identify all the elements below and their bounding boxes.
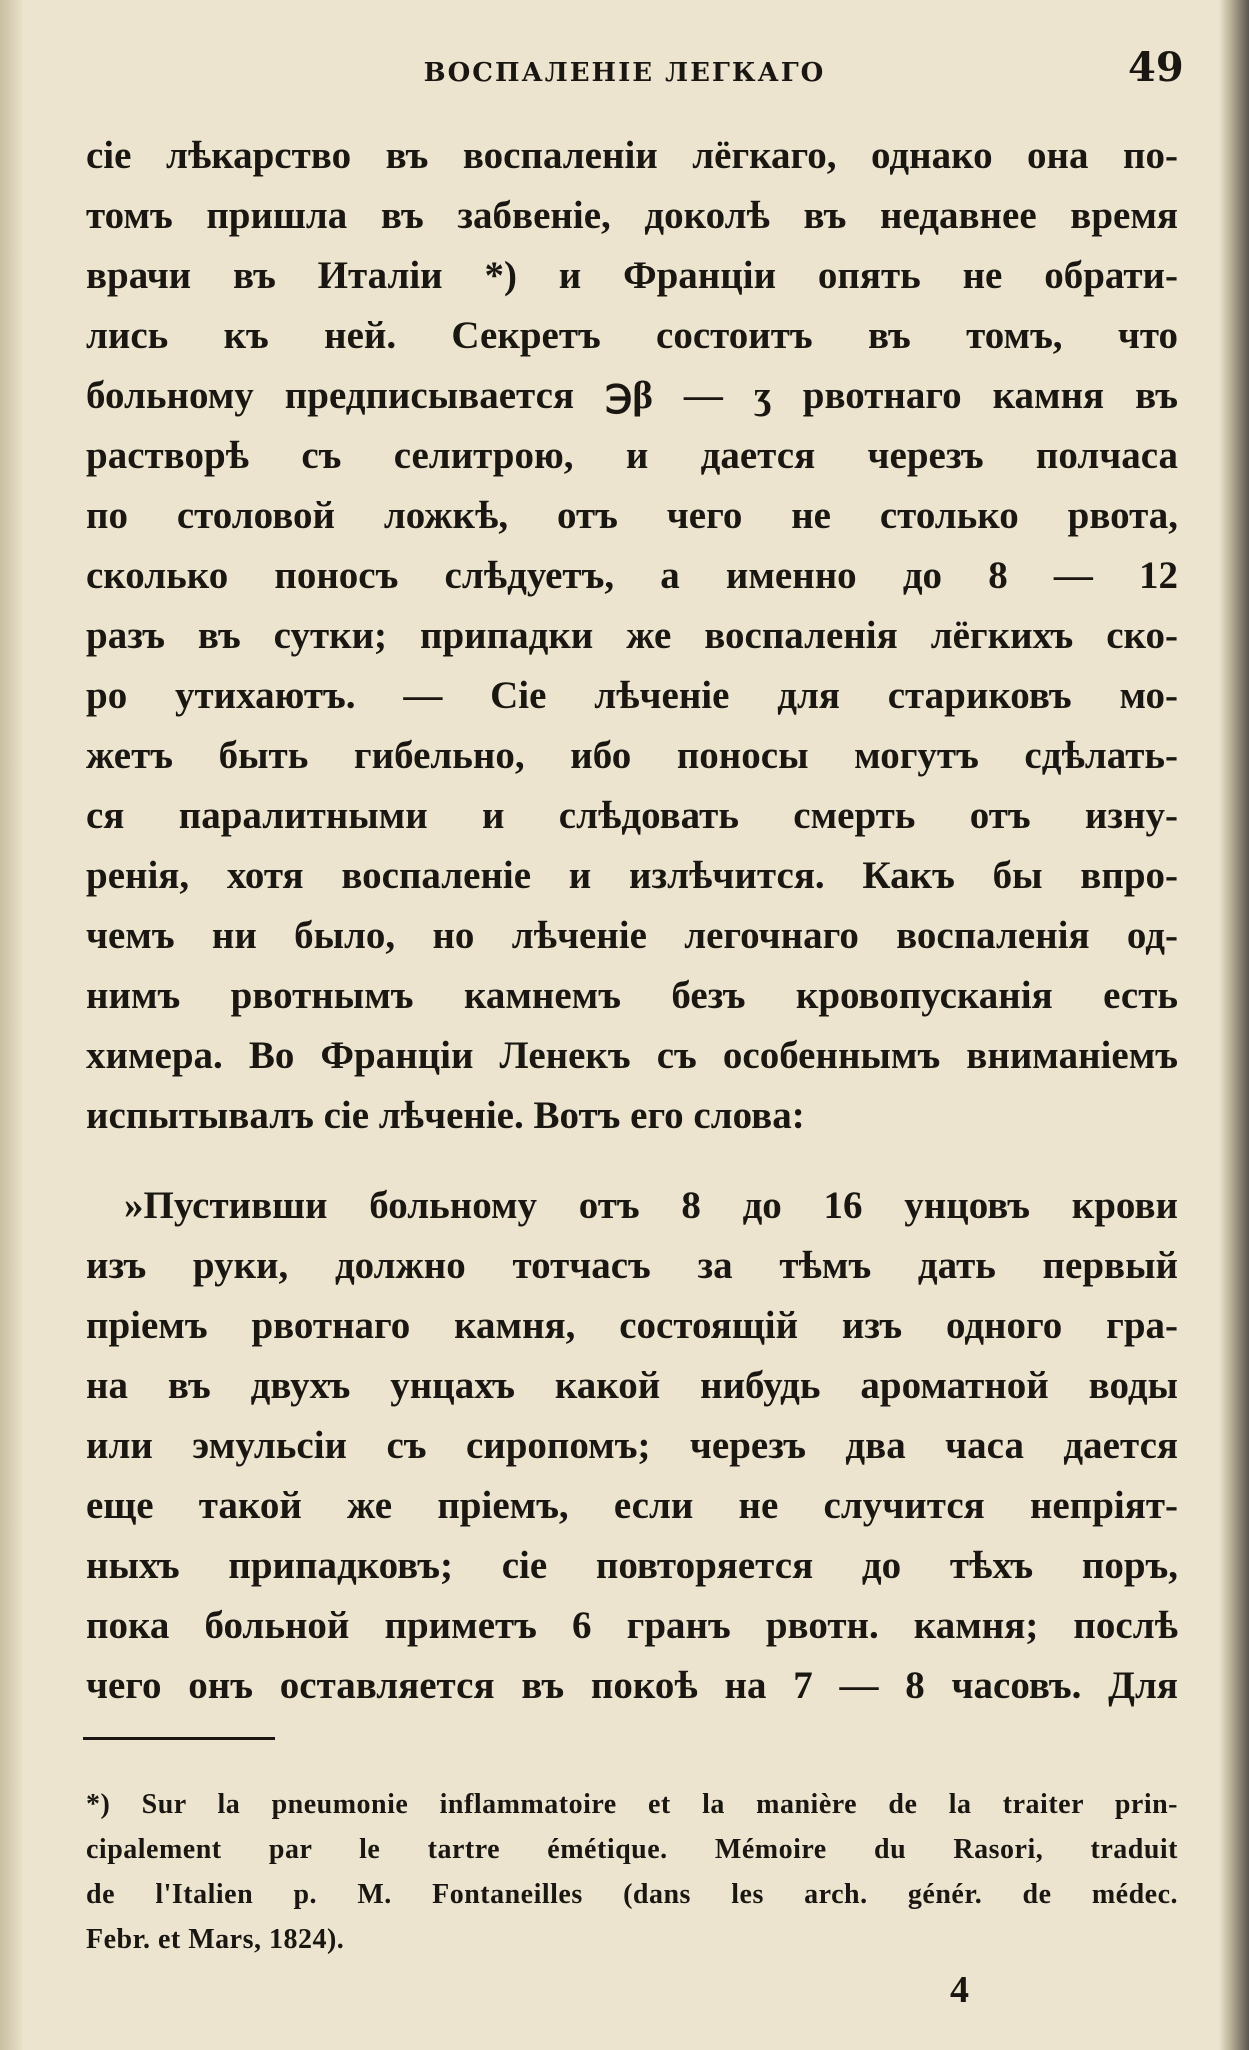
text-line: нимъ рвотнымъ камнемъ безъ кровопусканія есть	[86, 974, 1178, 1017]
running-title: ВОСПАЛЕНІЕ ЛЕГКАГО	[423, 58, 826, 88]
text-line: чемъ ни было, но лѣченіе легочнаго воспаленія од-	[86, 914, 1178, 957]
quote-line: изъ руки, должно тотчасъ за тѣмъ дать первый	[86, 1244, 1178, 1287]
signature-mark: 4	[950, 1969, 969, 2011]
quote-line: чего онъ оставляется въ покоѣ на 7 — 8 часовъ. Для	[86, 1664, 1178, 1707]
text-line: ренія, хотя воспаленіе и излѣчится. Какъ бы впро-	[86, 854, 1178, 897]
quote-line: пока больной приметъ 6 гранъ рвотн. камня; послѣ	[86, 1604, 1178, 1647]
footnote-line: de l'Italien p. M. Fontaneilles (dans les arch. génér. de médec.	[86, 1879, 1178, 1910]
paragraph-gap	[86, 1146, 1178, 1176]
page-number: 49	[1128, 44, 1184, 91]
quote-line: на въ двухъ унцахъ какой нибудь ароматной воды	[86, 1364, 1178, 1407]
quote-line: пріемъ рвотнаго камня, состоящій изъ одного гра-	[86, 1304, 1178, 1347]
text-line: испытывалъ сіе лѣченіе. Вотъ его слова:	[86, 1094, 805, 1137]
footnote-line: *) Sur la pneumonie inflammatoire et la manière de la traiter prin-	[86, 1789, 1178, 1820]
text-line: ся паралитными и слѣдовать смерть отъ изну-	[86, 794, 1178, 837]
text-line: лись къ ней. Секретъ состоитъ въ томъ, что	[86, 314, 1178, 357]
quote-line: или эмульсіи съ сиропомъ; черезъ два часа дается	[86, 1424, 1178, 1467]
text-line: сіе лѣкарство въ воспаленіи лёгкаго, однако она по-	[86, 134, 1178, 177]
text-line: растворѣ съ селитрою, и дается черезъ полчаса	[86, 434, 1178, 477]
page-edge-left	[0, 0, 22, 2050]
text-line: ро утихаютъ. — Сіе лѣченіе для стариковъ мо-	[86, 674, 1178, 717]
footnote	[86, 1782, 1178, 1962]
quote-line: »Пустивши больному отъ 8 до 16 унцовъ крови	[124, 1184, 1178, 1227]
footnote-rule	[83, 1737, 275, 1740]
text-line: разъ въ сутки; припадки же воспаленія лёгкихъ ско-	[86, 614, 1178, 657]
text-line: больному предписывается ℈β — ʒ рвотнаго камня въ	[86, 374, 1178, 417]
footnote-line: Febr. et Mars, 1824).	[86, 1924, 345, 1955]
text-line: по столовой ложкѣ, отъ чего не столько рвота,	[86, 494, 1178, 537]
footnote-line: cipalement par le tartre émétique. Mémoire du Rasori, traduit	[86, 1834, 1178, 1865]
page-edge-right	[1219, 0, 1249, 2050]
text-line: сколько поносъ слѣдуетъ, а именно до 8 — 12	[86, 554, 1178, 597]
text-line: врачи въ Италіи *) и Франціи опять не обрати-	[86, 254, 1178, 297]
main-text	[86, 126, 1178, 1716]
text-line: химера. Во Франціи Ленекъ съ особеннымъ вниманіемъ	[86, 1034, 1178, 1077]
quote-line: еще такой же пріемъ, если не случится непріят-	[86, 1484, 1178, 1527]
text-line: томъ пришла въ забвеніе, доколѣ въ недавнее время	[86, 194, 1178, 237]
quote-line: ныхъ припадковъ; сіе повторяется до тѣхъ поръ,	[86, 1544, 1178, 1587]
text-line: жетъ быть гибельно, ибо поносы могутъ сдѣлать-	[86, 734, 1178, 777]
